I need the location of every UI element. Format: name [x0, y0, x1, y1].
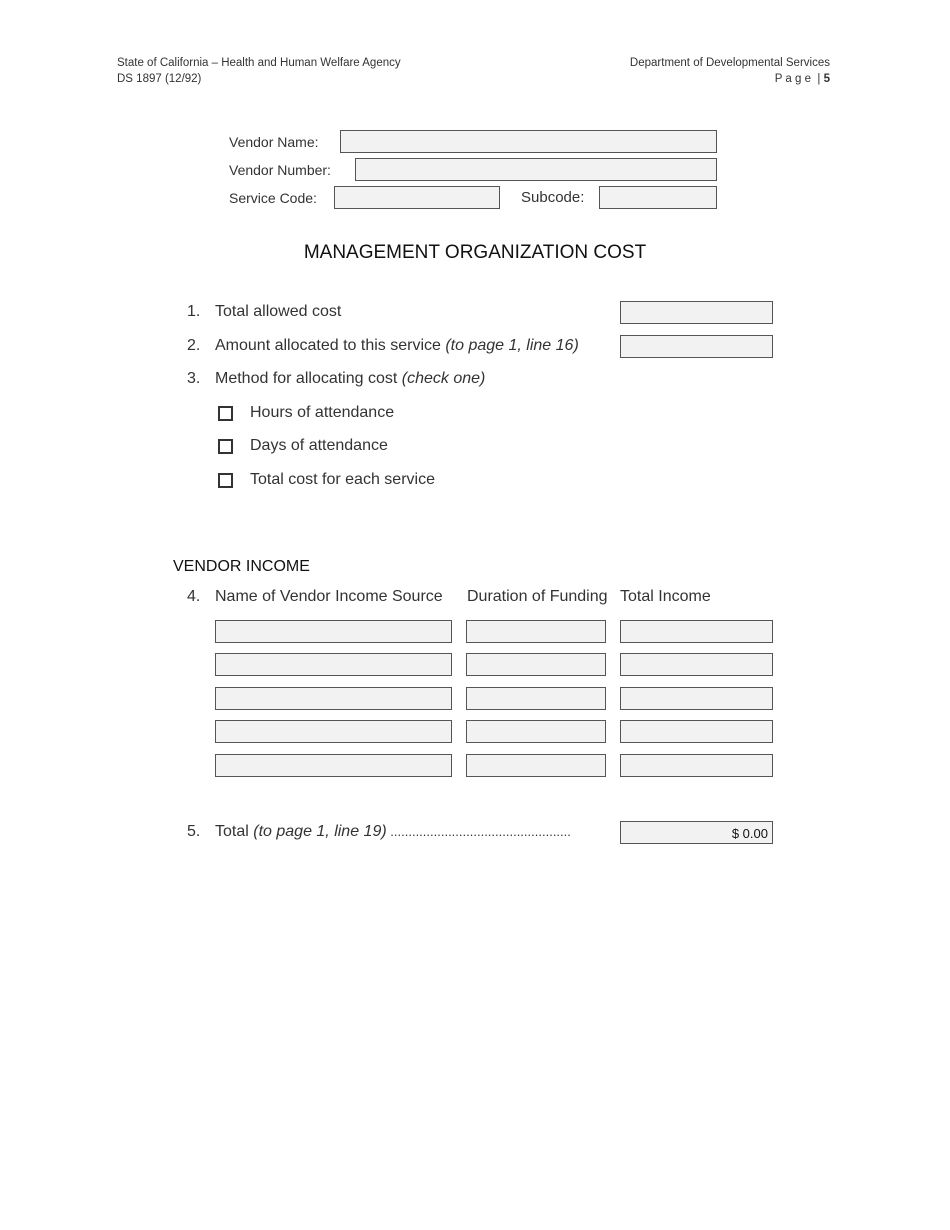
item-2-label: Amount allocated to this service: [215, 337, 446, 354]
funding-duration-field[interactable]: [466, 620, 606, 643]
page-indicator: [775, 71, 830, 87]
form-id: DS 1897 (12/92): [117, 73, 202, 85]
total-income-field[interactable]: [620, 754, 773, 777]
item-3-label: Method for allocating cost: [215, 370, 402, 387]
item-2-text: [215, 337, 579, 355]
page-title: MANAGEMENT ORGANIZATION COST: [303, 242, 647, 263]
funding-duration-field[interactable]: [466, 687, 606, 710]
income-source-field[interactable]: [215, 620, 452, 643]
item-4-number: 4.: [187, 588, 201, 605]
agency-name: State of California – Health and Human Welfare Agency: [117, 57, 401, 69]
item-3-text: [215, 370, 485, 388]
vendor-name-label: Vendor Name:: [229, 134, 319, 150]
income-source-field[interactable]: [215, 687, 452, 710]
vendor-name-field[interactable]: [340, 130, 717, 153]
days-of-attendance-label: Days of attendance: [250, 437, 388, 454]
col-total-income-header: Total Income: [620, 588, 711, 605]
total-income-field[interactable]: [620, 620, 773, 643]
page-number: 5: [823, 73, 830, 85]
income-source-field[interactable]: [215, 653, 452, 676]
item-5-label: Total: [215, 823, 254, 840]
subcode-label: Subcode:: [521, 189, 585, 206]
item-2-note: (to page 1, line 16): [445, 337, 579, 354]
item-3-number: 3.: [187, 370, 201, 387]
page-label: P a g e |: [774, 73, 821, 85]
item-5-note: (to page 1, line 19): [253, 823, 387, 840]
hours-of-attendance-checkbox[interactable]: [218, 406, 233, 421]
total-cost-each-service-checkbox[interactable]: [218, 473, 233, 488]
total-income-field[interactable]: [620, 687, 773, 710]
vendor-income-heading: VENDOR INCOME: [173, 558, 310, 575]
col-income-source-header: Name of Vendor Income Source: [215, 588, 443, 605]
item-3-note: (check one): [401, 370, 486, 387]
funding-duration-field[interactable]: [466, 653, 606, 676]
funding-duration-field[interactable]: [466, 720, 606, 743]
vendor-number-label: Vendor Number:: [229, 162, 331, 178]
item-1-number: 1.: [187, 303, 201, 320]
total-income-field[interactable]: [620, 653, 773, 676]
vendor-number-field[interactable]: [355, 158, 717, 181]
service-code-field[interactable]: [334, 186, 500, 209]
service-code-label: Service Code:: [229, 190, 317, 206]
hours-of-attendance-label: Hours of attendance: [250, 404, 395, 421]
item-1-text: Total allowed cost: [215, 303, 342, 320]
item-2-number: 2.: [187, 337, 201, 354]
days-of-attendance-checkbox[interactable]: [218, 439, 233, 454]
department-name: Department of Developmental Services: [629, 57, 830, 69]
income-source-field[interactable]: [215, 754, 452, 777]
item-5-leader-dots: ..................................................: [386, 824, 571, 839]
total-income-field[interactable]: [620, 720, 773, 743]
amount-allocated-field[interactable]: [620, 335, 773, 358]
total-vendor-income-field[interactable]: $ 0.00: [620, 821, 773, 844]
total-allowed-cost-field[interactable]: [620, 301, 773, 324]
income-source-field[interactable]: [215, 720, 452, 743]
col-duration-header: Duration of Funding: [467, 588, 608, 605]
total-cost-each-service-label: Total cost for each service: [250, 471, 435, 488]
funding-duration-field[interactable]: [466, 754, 606, 777]
item-5-text: [215, 823, 571, 841]
item-5-number: 5.: [187, 823, 201, 840]
subcode-field[interactable]: [599, 186, 717, 209]
